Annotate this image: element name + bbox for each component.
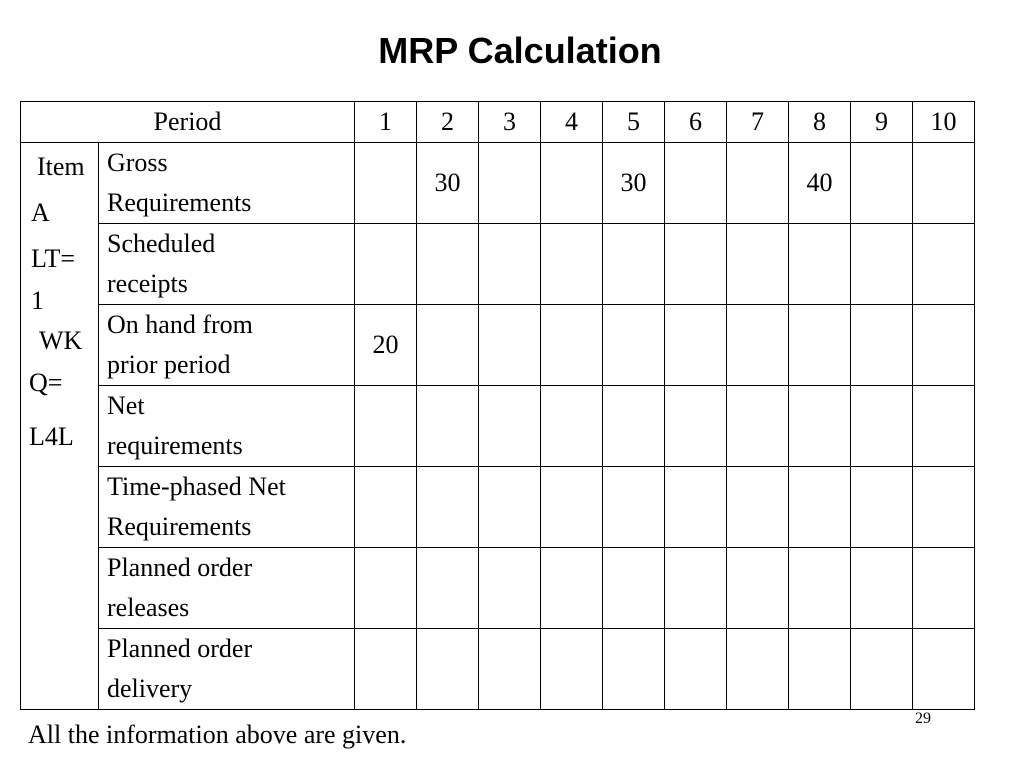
row-label [99, 143, 355, 224]
mrp-table [20, 101, 975, 710]
value-cell [913, 224, 975, 305]
value-cell [727, 143, 789, 224]
lead-time-label: LT= [31, 244, 76, 273]
mrp-row [21, 143, 975, 224]
lead-time-value: 1 [31, 286, 44, 315]
row-label-line: Requirements [107, 188, 252, 217]
row-label-line: Time-phased Net [107, 472, 286, 501]
value-cell [355, 224, 417, 305]
period-cell: 10 [913, 102, 975, 143]
value-cell [417, 224, 479, 305]
lot-size-value: L4L [29, 422, 74, 451]
value-cell [541, 548, 603, 629]
value-cell [603, 629, 665, 710]
row-label-line: Scheduled [107, 229, 216, 258]
value-cell [789, 224, 851, 305]
row-label [99, 386, 355, 467]
period-cell: 6 [665, 102, 727, 143]
value-cell [417, 629, 479, 710]
value-cell [355, 143, 417, 224]
value-cell [727, 467, 789, 548]
mrp-row [21, 467, 975, 548]
value-cell [789, 629, 851, 710]
value-cell [603, 467, 665, 548]
value-cell [665, 548, 727, 629]
value-cell [789, 548, 851, 629]
row-label-line: receipts [107, 269, 188, 298]
period-cell: 9 [851, 102, 913, 143]
value-cell [603, 224, 665, 305]
period-cell: 5 [603, 102, 665, 143]
period-cell: 1 [355, 102, 417, 143]
value-cell [789, 467, 851, 548]
value-cell: 30 [603, 143, 665, 224]
footnote: All the information above are given. [28, 720, 407, 749]
value-cell [851, 386, 913, 467]
value-cell [541, 143, 603, 224]
value-cell [417, 548, 479, 629]
value-cell [479, 224, 541, 305]
value-cell [479, 305, 541, 386]
value-cell [417, 386, 479, 467]
value-cell [851, 629, 913, 710]
item-name: A [31, 198, 50, 227]
value-cell [727, 386, 789, 467]
row-label-line: On hand from [107, 310, 253, 339]
period-cell: 8 [789, 102, 851, 143]
value-cell [913, 629, 975, 710]
lead-time-unit: WK [39, 326, 83, 355]
row-label [99, 305, 355, 386]
value-cell [603, 548, 665, 629]
value-cell [851, 467, 913, 548]
value-cell [355, 467, 417, 548]
page-number: 29 [915, 710, 931, 727]
row-label-line: delivery [107, 674, 193, 703]
row-label [99, 224, 355, 305]
value-cell: 20 [355, 305, 417, 386]
value-cell [665, 224, 727, 305]
row-label [99, 629, 355, 710]
row-label-line: Planned order [107, 634, 253, 663]
value-cell [479, 386, 541, 467]
period-cell: 2 [417, 102, 479, 143]
value-cell [541, 224, 603, 305]
value-cell [851, 305, 913, 386]
row-label-line: requirements [107, 431, 243, 460]
value-cell [541, 386, 603, 467]
mrp-row [21, 305, 975, 386]
value-cell [479, 467, 541, 548]
period-cell: 3 [479, 102, 541, 143]
value-cell [851, 143, 913, 224]
value-cell [727, 224, 789, 305]
value-cell [479, 548, 541, 629]
mrp-row [21, 224, 975, 305]
value-cell [541, 467, 603, 548]
value-cell [851, 548, 913, 629]
row-label-line: Net [107, 391, 145, 420]
value-cell [913, 548, 975, 629]
period-header-row [21, 102, 975, 143]
value-cell [541, 305, 603, 386]
value-cell [355, 386, 417, 467]
value-cell [913, 386, 975, 467]
value-cell [789, 386, 851, 467]
value-cell: 30 [417, 143, 479, 224]
item-info-column [21, 143, 99, 710]
value-cell [603, 305, 665, 386]
row-label-line: prior period [107, 350, 231, 379]
value-cell [727, 548, 789, 629]
value-cell [355, 548, 417, 629]
row-label-line: Gross [107, 148, 168, 177]
value-cell [541, 629, 603, 710]
value-cell [851, 224, 913, 305]
mrp-row [21, 629, 975, 710]
value-cell [665, 143, 727, 224]
row-label [99, 467, 355, 548]
lot-size-label: Q= [29, 368, 63, 397]
value-cell [665, 305, 727, 386]
value-cell [665, 629, 727, 710]
value-cell [913, 143, 975, 224]
value-cell [665, 467, 727, 548]
value-cell [479, 143, 541, 224]
value-cell [479, 629, 541, 710]
value-cell: 40 [789, 143, 851, 224]
row-label-line: releases [107, 593, 190, 622]
value-cell [913, 305, 975, 386]
value-cell [727, 305, 789, 386]
value-cell [789, 305, 851, 386]
value-cell [417, 305, 479, 386]
value-cell [913, 467, 975, 548]
period-label: Period [21, 102, 355, 143]
row-label-line: Planned order [107, 553, 253, 582]
item-label: Item [37, 152, 85, 181]
mrp-row [21, 548, 975, 629]
period-cell: 4 [541, 102, 603, 143]
row-label [99, 548, 355, 629]
value-cell [603, 386, 665, 467]
page-title: MRP Calculation [378, 30, 662, 71]
period-cell: 7 [727, 102, 789, 143]
value-cell [355, 629, 417, 710]
value-cell [417, 467, 479, 548]
row-label-line: Requirements [107, 512, 252, 541]
value-cell [727, 629, 789, 710]
mrp-row [21, 386, 975, 467]
value-cell [665, 386, 727, 467]
